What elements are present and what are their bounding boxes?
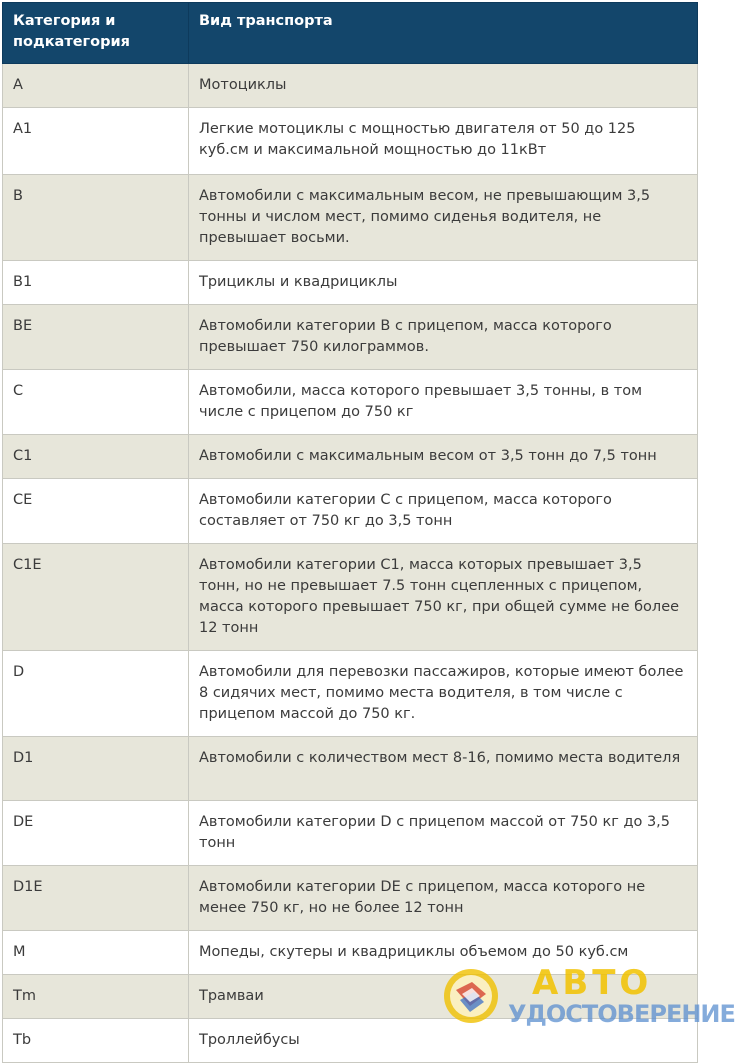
description-cell: Автомобили, масса которого превышает 3,5 тонны, в том числе с прицепом до 750 кг <box>189 370 698 435</box>
description-cell: Мотоциклы <box>189 64 698 108</box>
category-cell: BE <box>3 305 189 370</box>
description-cell: Автомобили категории DE с прицепом, масса которого не менее 750 кг, но не более 12 тонн <box>189 866 698 931</box>
description-cell: Мопеды, скутеры и квадрициклы объемом до 50 куб.см <box>189 931 698 975</box>
category-cell: D1 <box>3 737 189 801</box>
category-cell: M <box>3 931 189 975</box>
category-cell: Tm <box>3 975 189 1019</box>
description-cell: Автомобили категории D с прицепом массой от 750 кг до 3,5 тонн <box>189 801 698 866</box>
description-cell: Трамваи <box>189 975 698 1019</box>
table-row <box>3 261 698 305</box>
category-cell: DE <box>3 801 189 866</box>
table-row <box>3 175 698 261</box>
table-row <box>3 305 698 370</box>
table-row <box>3 737 698 801</box>
table-row <box>3 479 698 544</box>
table-row <box>3 866 698 931</box>
description-cell: Автомобили с максимальным весом от 3,5 тонн до 7,5 тонн <box>189 435 698 479</box>
column-header-vehicle: Вид транспорта <box>189 3 698 64</box>
category-cell: D1E <box>3 866 189 931</box>
table-row <box>3 651 698 737</box>
table-row <box>3 64 698 108</box>
category-cell: B1 <box>3 261 189 305</box>
table-row <box>3 544 698 651</box>
category-cell: A <box>3 64 189 108</box>
description-cell: Легкие мотоциклы с мощностью двигателя от 50 до 125 куб.см и максимальной мощностью до 11кВт <box>189 108 698 175</box>
category-cell: C <box>3 370 189 435</box>
description-cell: Трициклы и квадрициклы <box>189 261 698 305</box>
category-cell: Tb <box>3 1019 189 1063</box>
table-row <box>3 108 698 175</box>
description-cell: Автомобили с максимальным весом, не превышающим 3,5 тонны и числом мест, помимо сиденья водителя, не превышает восьми. <box>189 175 698 261</box>
emblem-icon <box>442 966 500 1028</box>
description-cell: Троллейбусы <box>189 1019 698 1063</box>
category-cell: D <box>3 651 189 737</box>
description-cell: Автомобили для перевозки пассажиров, которые имеют более 8 сидячих мест, помимо места водителя, в том числе с прицепом массой до 750 кг. <box>189 651 698 737</box>
category-cell: C1E <box>3 544 189 651</box>
description-cell: Автомобили с количеством мест 8-16, помимо места водителя <box>189 737 698 801</box>
category-cell: B <box>3 175 189 261</box>
description-cell: Автомобили категории C с прицепом, масса которого составляет от 750 кг до 3,5 тонн <box>189 479 698 544</box>
column-header-category: Категория и подкатегория <box>3 3 189 64</box>
table-header-row <box>3 3 698 64</box>
category-cell: A1 <box>3 108 189 175</box>
watermark-logo <box>442 963 735 1030</box>
categories-table <box>2 2 698 1063</box>
category-cell: CE <box>3 479 189 544</box>
watermark-title: АВТО <box>532 963 653 1003</box>
description-cell: Автомобили категории B с прицепом, масса которого превышает 750 килограммов. <box>189 305 698 370</box>
category-cell: C1 <box>3 435 189 479</box>
table-row <box>3 370 698 435</box>
table-row <box>3 801 698 866</box>
description-cell: Автомобили категории C1, масса которых превышает 3,5 тонн, но не превышает 7.5 тонн сцепленных с прицепом, масса которого превышает 750 кг, при общей сумме не более 12 тонн <box>189 544 698 651</box>
table-row <box>3 435 698 479</box>
watermark-subtitle: УДОСТОВЕРЕНИЕ <box>508 1000 735 1028</box>
